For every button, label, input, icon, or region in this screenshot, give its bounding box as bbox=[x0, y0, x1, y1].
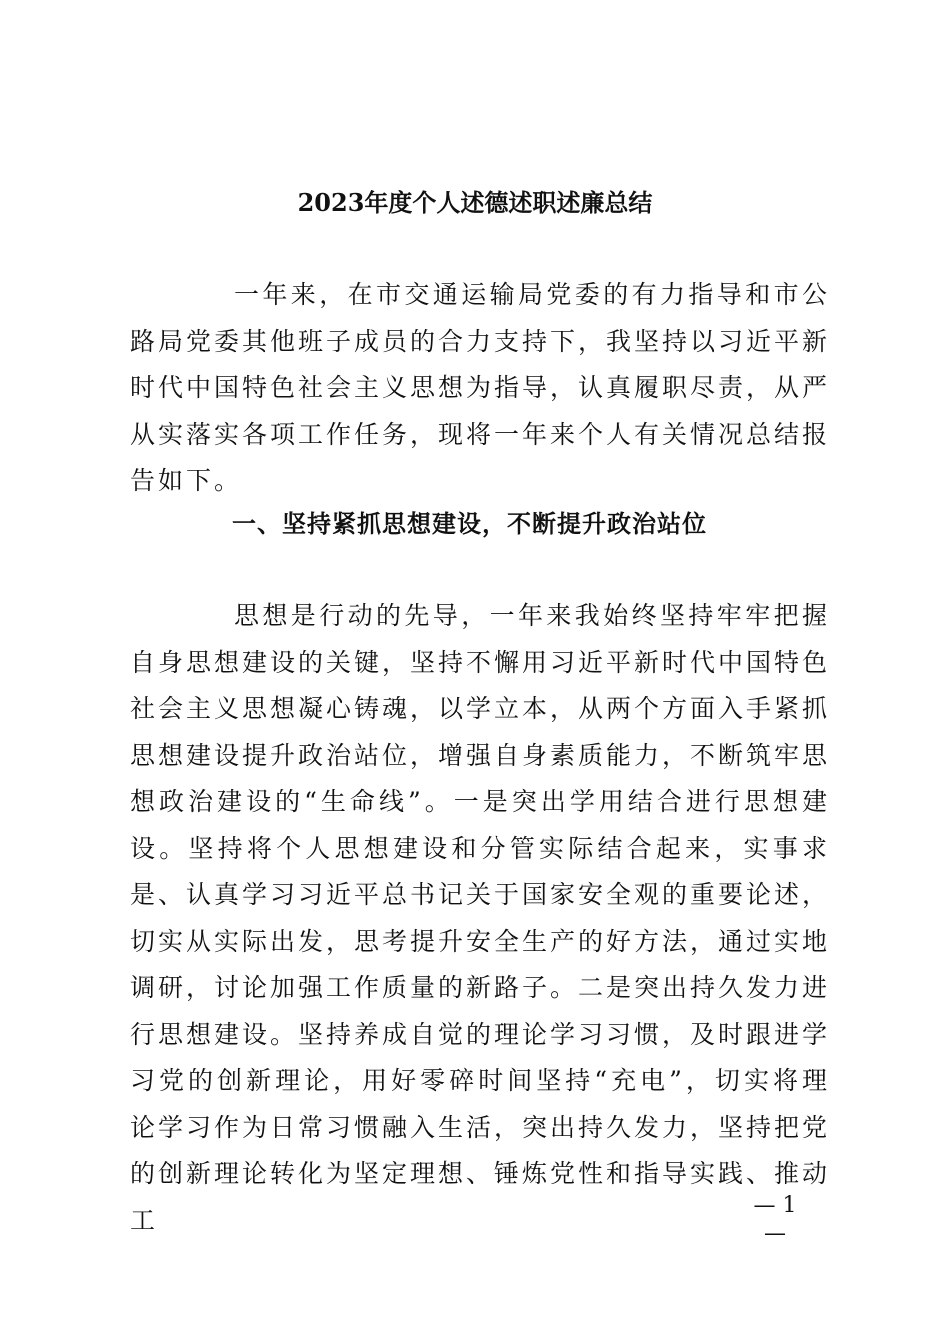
section-body-paragraph: 思想是行动的先导，一年来我始终坚持牢牢把握自身思想建设的关键，坚持不懈用习近平新时代中国特色社会主义思想凝心铸魂，以学立本，从两个方面入手紧抓思想建设提升政治站位，增强自身素质能力，不断筑牢思想政治建设的“生命线”。一是突出学用结合进行思想建设。坚持将个人思想建设和分管实际结合起来，实事求是、认真学习习近平总书记关于国家安全观的重要论述，切实从实际出发，思考提升安全生产的好方法，通过实地调研，讨论加强工作质量的新路子。二是突出持久发力进行思想建设。坚持养成自觉的理论学习习惯，及时跟进学习党的创新理论，用好零碎时间坚持“充电”，切实将理论学习作为日常习惯融入生活，突出持久发力，坚持把党的创新理论转化为坚定理想、锤炼党性和指导实践、推动工 bbox=[130, 601, 831, 1235]
document-title: 2023年度个人述德述职述廉总结 bbox=[297, 188, 653, 217]
page-number: — 1 — bbox=[753, 1193, 797, 1246]
intro-paragraph: 一年来，在市交通运输局党委的有力指导和市公路局党委其他班子成员的合力支持下，我坚持以习近平新时代中国特色社会主义思想为指导，认真履职尽责，从严从实落实各项工作任务，现将一年来个人有关情况总结报告如下。 bbox=[130, 280, 831, 495]
section-heading: 一、坚持紧抓思想建设，不断提升政治站位 bbox=[232, 510, 707, 538]
